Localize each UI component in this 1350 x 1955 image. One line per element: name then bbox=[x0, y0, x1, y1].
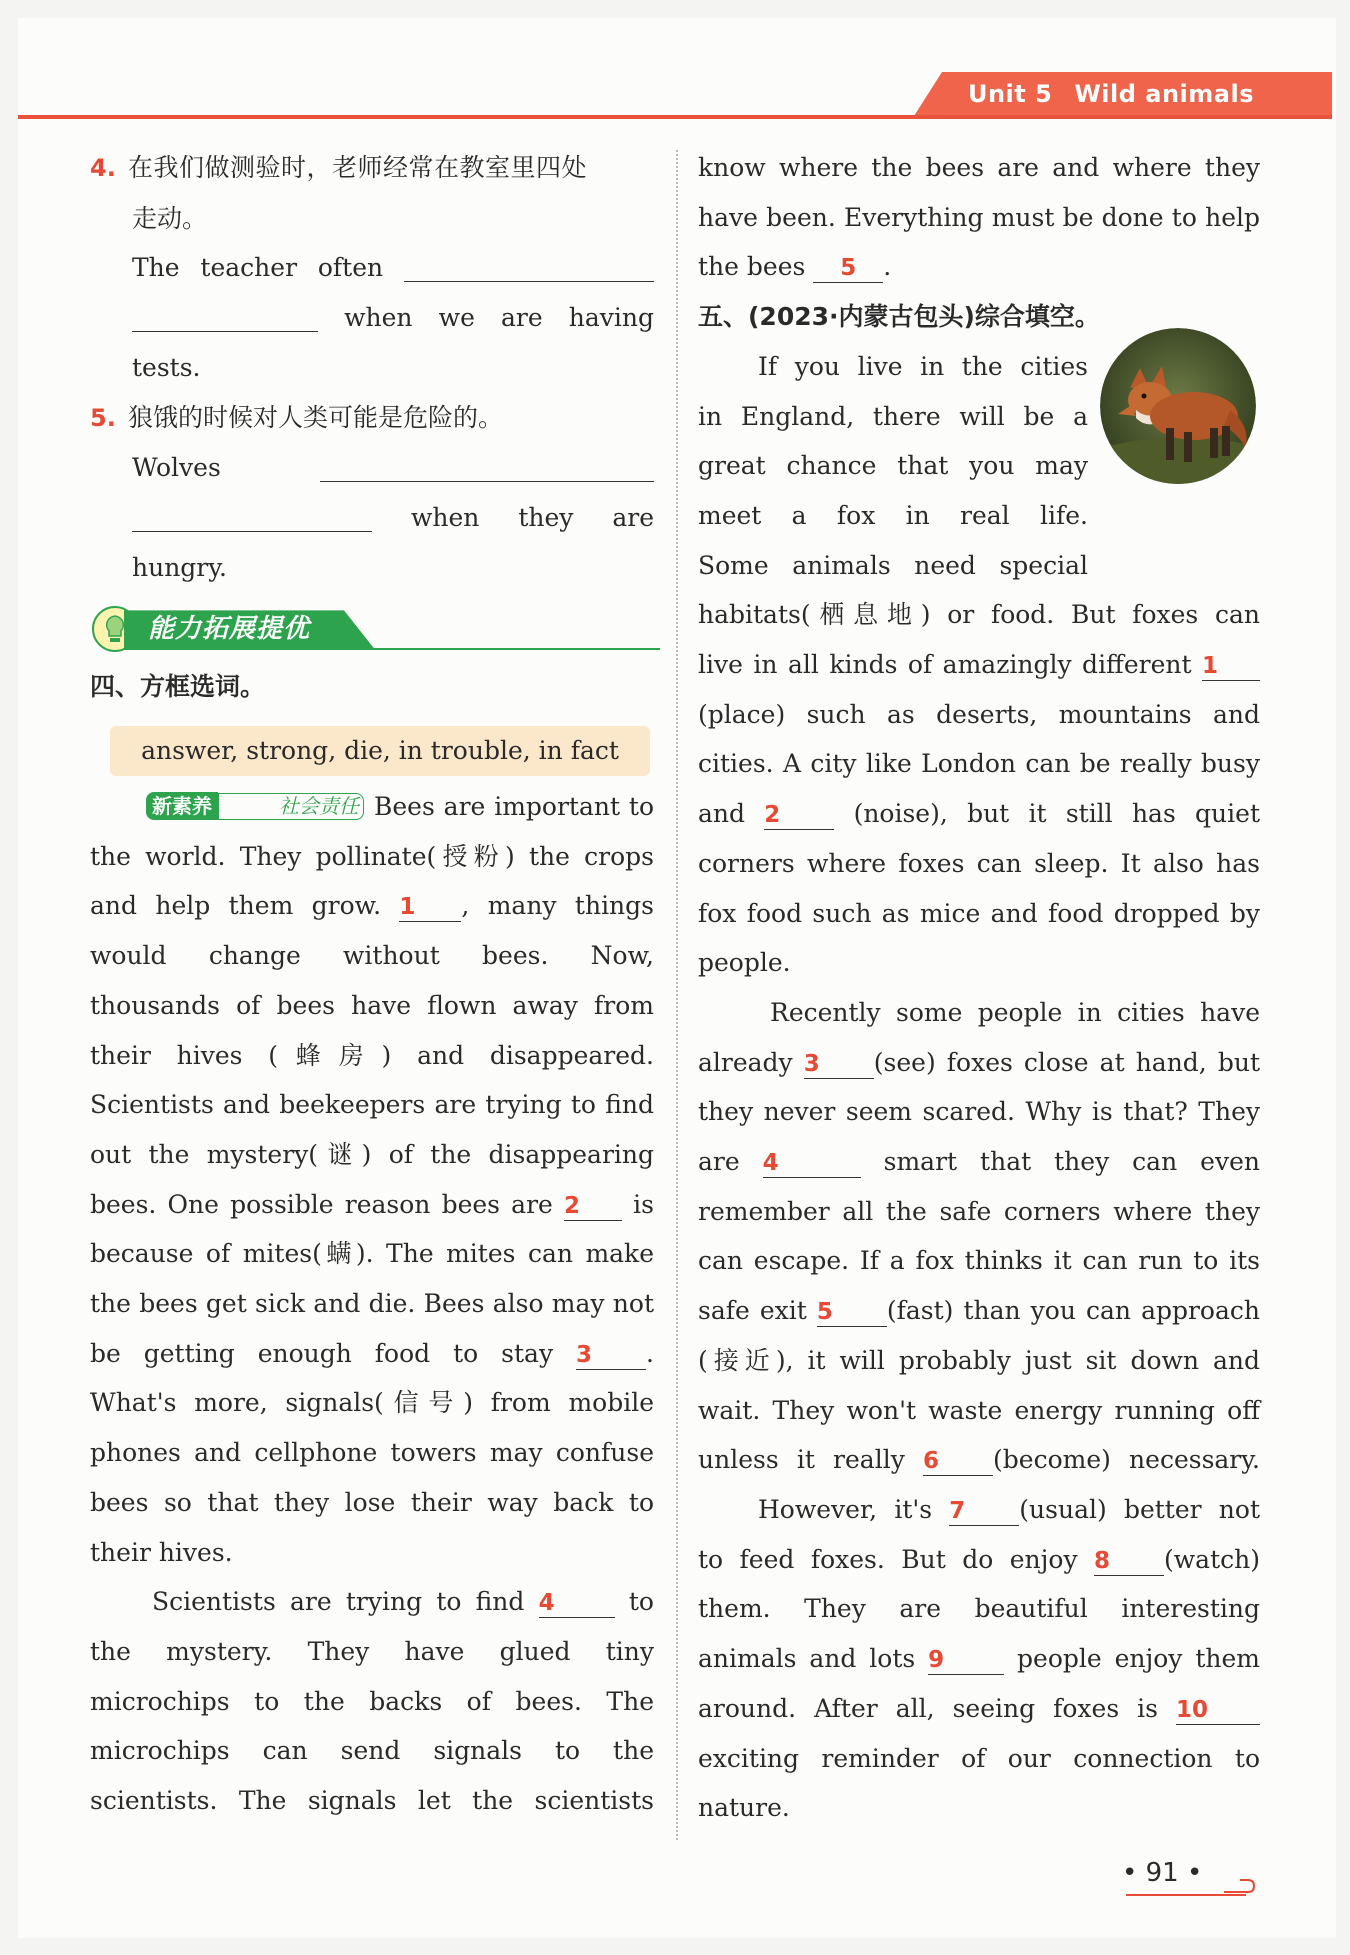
text-line: and bbox=[698, 799, 746, 829]
bees-cont-line-1: know where the bees are and where they bbox=[698, 153, 1260, 182]
column-divider bbox=[676, 150, 678, 1840]
fox-line-29: exciting reminder of our connection to bbox=[698, 1743, 1260, 1773]
bees-line-10: because of mites(螨). The mites can make bbox=[90, 1239, 654, 1269]
q4-blank-1[interactable] bbox=[404, 249, 654, 282]
bees-blank-5[interactable]: 5 bbox=[813, 254, 883, 283]
unit-number: Unit 5 bbox=[967, 80, 1053, 108]
q4-en-mid: when we are having bbox=[344, 303, 655, 333]
fox-blank-9[interactable]: 9 bbox=[928, 1646, 1004, 1675]
fox-line-21: (接近), it will probably just sit down and bbox=[698, 1345, 1260, 1375]
fox-line-18: remember all the safe corners where they bbox=[698, 1196, 1260, 1226]
fox-line-2: in England, there will be a bbox=[698, 401, 1088, 431]
q5-blank-1[interactable] bbox=[320, 449, 654, 482]
text-line: people enjoy them bbox=[1017, 1644, 1260, 1674]
fox-blank-3[interactable]: 3 bbox=[804, 1050, 874, 1079]
fox-line-11: corners where foxes can sleep. It also has bbox=[698, 848, 1260, 878]
fox-line-28 bbox=[698, 1684, 1260, 1734]
fox-blank-4[interactable]: 4 bbox=[763, 1149, 861, 1178]
fox-line-3: great chance that you may bbox=[698, 451, 1088, 481]
bees-line-7: Scientists and beekeepers are trying to find bbox=[90, 1090, 654, 1120]
text-line: animals and lots bbox=[698, 1644, 916, 1674]
bees-blank-4[interactable]: 4 bbox=[539, 1589, 615, 1618]
section-5-title: 五、(2023·内蒙古包头)综合填空。 bbox=[698, 302, 1100, 332]
bees-line-18: the mystery. They have glued tiny bbox=[90, 1636, 654, 1666]
q4-blank-2[interactable] bbox=[132, 299, 318, 332]
q5-chinese: 狼饿的时候对人类可能是危险的。 bbox=[128, 402, 504, 432]
q4-english-line2 bbox=[90, 293, 654, 343]
q4-english-line1 bbox=[90, 243, 654, 293]
q5-number: 5. bbox=[90, 403, 116, 432]
bees-line-17 bbox=[90, 1577, 654, 1627]
text-line: and help them grow. bbox=[90, 891, 382, 921]
question-5 bbox=[90, 393, 654, 593]
fox-line-14: Recently some people in cities have bbox=[770, 997, 1260, 1027]
q4-chinese-line1: 在我们做测验时，老师经常在教室里四处 bbox=[128, 153, 588, 182]
question-4 bbox=[90, 143, 654, 393]
text-line: (see) foxes close at hand, but bbox=[873, 1047, 1260, 1077]
text-line: is bbox=[633, 1189, 654, 1219]
fox-line-10 bbox=[698, 789, 1260, 839]
fox-blank-10[interactable]: 10 bbox=[1176, 1696, 1260, 1725]
header-rule bbox=[18, 115, 1332, 119]
bees-line-4: would change without bees. Now, bbox=[90, 941, 654, 971]
text-line: around. After all, seeing foxes is bbox=[698, 1693, 1158, 1723]
text-line: Scientists are trying to find bbox=[152, 1587, 525, 1617]
fox-blank-7[interactable]: 7 bbox=[949, 1497, 1019, 1526]
q5-blank-2[interactable] bbox=[132, 499, 372, 532]
bees-line-16: their hives. bbox=[90, 1537, 233, 1567]
text-line: (usual) better not bbox=[1019, 1494, 1260, 1524]
q5-english-line3: hungry. bbox=[132, 552, 228, 582]
fox-line-16: they never seem scared. Why is that? They bbox=[698, 1097, 1260, 1127]
text-line: to bbox=[628, 1587, 654, 1617]
bees-line-6: their hives (蜂房) and disappeared. bbox=[90, 1040, 654, 1070]
bees-cont-line-2: have been. Everything must be done to help bbox=[698, 202, 1260, 232]
text-line: , many things bbox=[461, 891, 654, 921]
fox-line-8: (place) such as deserts, mountains and bbox=[698, 699, 1260, 729]
section-4-title: 四、方框选词。 bbox=[90, 672, 266, 702]
fox-line-19: can escape. If a fox thinks it can run to its bbox=[698, 1246, 1260, 1276]
text-line: However, it's bbox=[758, 1494, 933, 1524]
fox-blank-8[interactable]: 8 bbox=[1094, 1547, 1164, 1576]
q5-en-start: Wolves bbox=[132, 453, 221, 483]
bees-line-3 bbox=[90, 881, 654, 931]
text-line: safe exit bbox=[698, 1296, 807, 1326]
fox-blank-5[interactable]: 5 bbox=[817, 1298, 887, 1327]
text-line: live in all kinds of amazingly different bbox=[698, 650, 1192, 680]
bees-blank-2[interactable]: 2 bbox=[564, 1192, 622, 1221]
page-arrow-icon bbox=[1222, 1868, 1256, 1896]
left-column bbox=[90, 143, 654, 1826]
bees-line-15: bees so that they lose their way back to bbox=[90, 1487, 654, 1517]
fox-line-17 bbox=[698, 1137, 1260, 1187]
page-number: • 91 • bbox=[1122, 1858, 1203, 1888]
q4-number: 4. bbox=[90, 154, 116, 182]
tag-new-literacy: 新素养 bbox=[146, 792, 218, 820]
fox-line-7 bbox=[698, 640, 1260, 690]
fox-line-30: nature. bbox=[698, 1793, 790, 1823]
bees-line-14: phones and cellphone towers may confuse bbox=[90, 1438, 654, 1468]
fox-line-9: cities. A city like London can be really busy bbox=[698, 749, 1260, 779]
q5-english-line2 bbox=[90, 493, 654, 543]
bees-cont-line-3 bbox=[698, 242, 1260, 292]
fox-line-27 bbox=[698, 1634, 1260, 1684]
text-line: (fast) than you can approach bbox=[886, 1296, 1260, 1326]
bees-line-2: the world. They pollinate(授粉) the crops bbox=[90, 841, 654, 871]
bees-line-5: thousands of bees have flown away from bbox=[90, 990, 654, 1020]
text-line: (noise), but it still has quiet bbox=[853, 799, 1261, 829]
fox-blank-1[interactable]: 1 bbox=[1202, 652, 1260, 681]
tag-social-responsibility: 社会责任 bbox=[218, 793, 364, 820]
fox-line-20 bbox=[698, 1286, 1260, 1336]
fox-line-25 bbox=[698, 1535, 1260, 1585]
q5-english-line1 bbox=[90, 443, 654, 493]
fox-line-13: people. bbox=[698, 948, 791, 978]
text-line: Bees are important to bbox=[374, 792, 654, 822]
fox-line-12: fox food such as mice and food dropped by bbox=[698, 898, 1260, 928]
text-line: . bbox=[883, 252, 892, 282]
bees-line-20: microchips can send signals to the bbox=[90, 1736, 654, 1766]
bees-blank-3[interactable]: 3 bbox=[576, 1341, 646, 1370]
ability-section-banner bbox=[84, 604, 654, 662]
fox-line-26: them. They are beautiful interesting bbox=[698, 1594, 1260, 1624]
q4-chinese-line2: 走动。 bbox=[132, 203, 208, 233]
unit-header bbox=[968, 80, 1254, 108]
text-line: to feed foxes. But do enjoy bbox=[698, 1544, 1078, 1574]
bees-line-9 bbox=[90, 1180, 654, 1230]
fox-line-22: wait. They won't waste energy running off bbox=[698, 1395, 1260, 1425]
fox-blank-2[interactable]: 2 bbox=[764, 801, 834, 830]
bees-line-21: scientists. The signals let the scientists bbox=[90, 1786, 654, 1816]
fox-line-23 bbox=[698, 1435, 1260, 1485]
fox-passage-top bbox=[698, 342, 1260, 591]
text-line: smart that they can even bbox=[883, 1147, 1260, 1177]
fox-line-24 bbox=[698, 1485, 1260, 1535]
right-column bbox=[698, 143, 1260, 1833]
fox-line-4: meet a fox in real life. bbox=[698, 500, 1088, 530]
text-line: already bbox=[698, 1047, 793, 1077]
text-line: bees. One possible reason bees are bbox=[90, 1189, 553, 1219]
text-line: be getting enough food to stay bbox=[90, 1338, 554, 1368]
text-line: (become) necessary. bbox=[993, 1445, 1261, 1475]
word-box: answer, strong, die, in trouble, in fact bbox=[110, 726, 650, 776]
unit-title: Wild animals bbox=[1074, 80, 1254, 108]
q4-english-line3: tests. bbox=[132, 352, 201, 382]
fox-photo bbox=[1100, 328, 1256, 484]
text-line: . bbox=[646, 1338, 654, 1368]
text-line: (watch) bbox=[1164, 1544, 1260, 1574]
text-line: are bbox=[698, 1147, 740, 1177]
bees-line-1 bbox=[90, 782, 654, 832]
bees-line-19: microchips to the backs of bees. The bbox=[90, 1686, 654, 1716]
bees-line-12 bbox=[90, 1329, 654, 1379]
text-line: the bees bbox=[698, 252, 806, 282]
bees-blank-1[interactable]: 1 bbox=[399, 893, 461, 922]
fox-line-6: habitats(栖息地) or food. But foxes can bbox=[698, 600, 1260, 630]
ability-title: 能力拓展提优 bbox=[148, 614, 311, 645]
fox-line-15 bbox=[698, 1038, 1260, 1088]
ability-bar-rule bbox=[124, 648, 660, 650]
text-line: unless it really bbox=[698, 1445, 905, 1475]
bees-line-8: out the mystery(谜) of the disappearing bbox=[90, 1139, 654, 1169]
bees-line-11: the bees get sick and die. Bees also may not bbox=[90, 1289, 654, 1319]
fox-line-5: Some animals need special bbox=[698, 550, 1088, 580]
fox-blank-6[interactable]: 6 bbox=[923, 1447, 993, 1476]
bees-line-13: What's more, signals(信号) from mobile bbox=[90, 1388, 654, 1418]
q4-en-start: The teacher often bbox=[132, 253, 384, 283]
q5-en-mid: when they are bbox=[410, 502, 654, 532]
fox-line-1: If you live in the cities bbox=[758, 351, 1088, 381]
